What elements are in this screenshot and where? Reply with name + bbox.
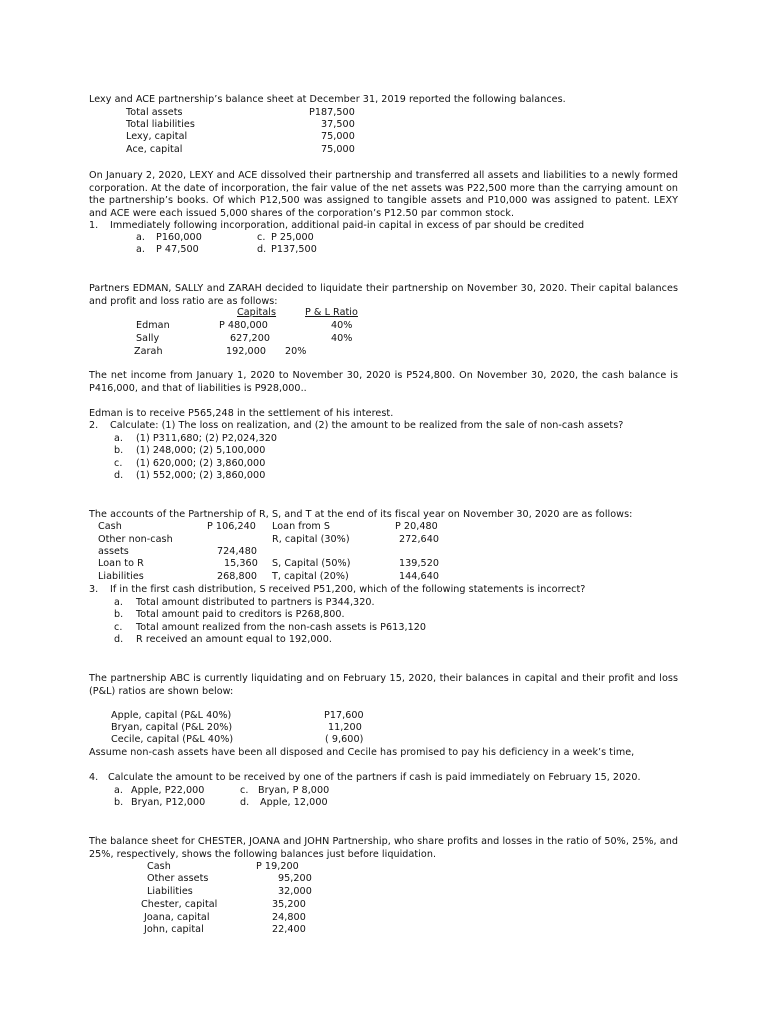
p2-name-sally: Sally: [136, 333, 160, 344]
p5-label-liabilities: Liabilities: [147, 886, 193, 897]
p3-left-label-loan-to-r: Loan to R: [98, 558, 144, 569]
p3-right-label-t-capital: T, capital (20%): [272, 571, 349, 582]
q3-choice-c-letter: c.: [114, 622, 123, 633]
q1-choice-d-text: P137,500: [271, 244, 317, 255]
q2-choice-c-letter: c.: [114, 458, 123, 469]
p5-label-chester-capital: Chester, capital: [141, 899, 218, 910]
p3-right-value-t-capital: 144,640: [399, 571, 440, 582]
problem2-paragraph: The net income from January 1, 2020 to November 30, 2020 is P524,800. On November 30, 2020, the cash balance is P416,000, and that of liabilities is P928,000..: [89, 370, 678, 394]
q2-choice-d-letter: d.: [114, 470, 124, 481]
p3-left-label-cash: Cash: [98, 521, 122, 532]
problem3-intro: The accounts of the Partnership of R, S, and T at the end of its fiscal year on November 30, 2020 are as follows:: [89, 509, 633, 520]
q1-choice-a-text: P160,000: [156, 232, 202, 243]
p2-capital-zarah: 192,000: [226, 346, 267, 357]
p1-label-total-liabilities: Total liabilities: [126, 119, 195, 130]
question4-number: 4.: [89, 772, 99, 783]
p3-left-value-assets: 724,480: [217, 546, 258, 557]
q4-choice-c-letter: c.: [240, 785, 249, 796]
p1-label-ace-capital: Ace, capital: [126, 144, 183, 155]
p5-value-other-assets: 95,200: [278, 873, 312, 884]
problem5-intro: The balance sheet for CHESTER, JOANA and JOHN Partnership, who share profits and losses in the ratio of 50%, 25%, and 25%, respectively, shows the following balances just before liquidation.: [89, 836, 678, 860]
p5-value-john-capital: 22,400: [272, 924, 306, 935]
p4-value-cecile: ( 9,600): [325, 734, 364, 745]
p4-label-apple: Apple, capital (P&L 40%): [111, 710, 232, 721]
question4-text: Calculate the amount to be received by one of the partners if cash is paid immediately on February 15, 2020.: [108, 772, 641, 783]
p3-right-value-r-capital: 272,640: [399, 534, 440, 545]
q4-choice-b-text: Bryan, P12,000: [131, 797, 206, 808]
p2-header-pl-ratio: P & L Ratio: [305, 307, 358, 318]
q2-choice-a-letter: a.: [114, 433, 124, 444]
p5-value-cash: P 19,200: [256, 861, 299, 872]
p3-left-value-loan-to-r: 15,360: [224, 558, 258, 569]
p2-ratio-sally: 40%: [331, 333, 353, 344]
q4-choice-a-letter: a.: [114, 785, 124, 796]
q3-choice-a-letter: a.: [114, 597, 124, 608]
p4-label-cecile: Cecile, capital (P&L 40%): [111, 734, 234, 745]
p5-value-chester-capital: 35,200: [272, 899, 306, 910]
question2-text: Calculate: (1) The loss on realization, and (2) the amount to be realized from the sale of non-cash assets?: [110, 420, 624, 431]
p3-right-label-r-capital: R, capital (30%): [272, 534, 350, 545]
q3-choice-d-letter: d.: [114, 634, 124, 645]
problem1-intro: Lexy and ACE partnership’s balance sheet at December 31, 2019 reported the following balances.: [89, 94, 566, 105]
p2-name-edman: Edman: [136, 320, 170, 331]
p1-value-total-assets: P187,500: [309, 107, 355, 118]
p3-left-value-cash: P 106,240: [207, 521, 256, 532]
p2-name-zarah: Zarah: [134, 346, 163, 357]
p3-right-value-s-capital: 139,520: [399, 558, 440, 569]
q2-choice-a-text: (1) P311,680; (2) P2,024,320: [136, 433, 278, 444]
q3-choice-d-text: R received an amount equal to 192,000.: [136, 634, 332, 645]
q1-choice-a2-text: P 47,500: [156, 244, 199, 255]
q4-choice-d-letter: d.: [240, 797, 250, 808]
p1-label-lexy-capital: Lexy, capital: [126, 131, 188, 142]
p4-value-bryan: 11,200: [328, 722, 362, 733]
p5-label-joana-capital: Joana, capital: [144, 912, 210, 923]
problem2-edman-note: Edman is to receive P565,248 in the settlement of his interest.: [89, 408, 394, 419]
q2-choice-b-letter: b.: [114, 445, 124, 456]
q4-choice-c-text: Bryan, P 8,000: [258, 785, 330, 796]
problem1-paragraph: On January 2, 2020, LEXY and ACE dissolved their partnership and transferred all assets and liabilities to a newly formed corporation. At the date of incorporation, the fair value of the net assets was P22,500 more than the carrying amount on the partnership’s books. Of which P12,500 was assigned to tangible assets and P10,000 was assigned to patent. LEXY and ACE were each issued 5,000 shares of the corporation’s P12.50 par common stock.: [89, 170, 678, 219]
q4-choice-b-letter: b.: [114, 797, 124, 808]
question3-number: 3.: [89, 584, 99, 595]
p2-capital-sally: 627,200: [230, 333, 271, 344]
p3-left-label-other-noncash: Other non-cash: [98, 534, 173, 545]
q3-choice-b-text: Total amount paid to creditors is P268,800.: [136, 609, 345, 620]
p5-value-joana-capital: 24,800: [272, 912, 306, 923]
p3-left-value-liabilities: 268,800: [217, 571, 258, 582]
q1-choice-d-letter: d.: [257, 244, 267, 255]
question1-text: Immediately following incorporation, additional paid-in capital in excess of par should be credited: [110, 220, 585, 231]
p2-header-capitals: Capitals: [237, 307, 277, 318]
q1-choice-c-text: P 25,000: [271, 232, 314, 243]
question2-number: 2.: [89, 420, 99, 431]
problem2-intro: Partners EDMAN, SALLY and ZARAH decided to liquidate their partnership on November 30, 2020. Their capital balances and profit and loss ratio are as follows:: [89, 283, 678, 307]
p4-label-bryan: Bryan, capital (P&L 20%): [111, 722, 233, 733]
p1-value-total-liabilities: 37,500: [321, 119, 355, 130]
p4-value-apple: P17,600: [324, 710, 364, 721]
p5-value-liabilities: 32,000: [278, 886, 312, 897]
p2-ratio-zarah: 20%: [285, 346, 307, 357]
p3-right-label-s-capital: S, Capital (50%): [272, 558, 351, 569]
q2-choice-b-text: (1) 248,000; (2) 5,100,000: [136, 445, 266, 456]
p1-value-ace-capital: 75,000: [321, 144, 355, 155]
q2-choice-c-text: (1) 620,000; (2) 3,860,000: [136, 458, 266, 469]
q2-choice-d-text: (1) 552,000; (2) 3,860,000: [136, 470, 266, 481]
q4-choice-d-text: Apple, 12,000: [260, 797, 328, 808]
q3-choice-c-text: Total amount realized from the non-cash assets is P613,120: [136, 622, 427, 633]
q4-choice-a-text: Apple, P22,000: [131, 785, 205, 796]
problem4-assumption: Assume non-cash assets have been all disposed and Cecile has promised to pay his deficiency in a week’s time,: [89, 747, 635, 758]
p1-value-lexy-capital: 75,000: [321, 131, 355, 142]
p5-label-cash: Cash: [147, 861, 171, 872]
p3-right-value-loan-from-s: P 20,480: [395, 521, 438, 532]
p3-left-label-liabilities: Liabilities: [98, 571, 144, 582]
q3-choice-b-letter: b.: [114, 609, 124, 620]
problem4-intro: The partnership ABC is currently liquidating and on February 15, 2020, their balances in capital and their profit and loss (P&L) ratios are shown below:: [89, 673, 678, 697]
q1-choice-c-letter: c.: [257, 232, 266, 243]
p1-label-total-assets: Total assets: [126, 107, 183, 118]
q1-choice-a2-letter: a.: [136, 244, 146, 255]
p3-left-label-assets: assets: [98, 546, 129, 557]
question3-text: If in the first cash distribution, S received P51,200, which of the following statements is incorrect?: [110, 584, 586, 595]
p3-right-label-loan-from-s: Loan from S: [272, 521, 331, 532]
question1-number: 1.: [89, 220, 99, 231]
p5-label-john-capital: John, capital: [144, 924, 204, 935]
p2-ratio-edman: 40%: [331, 320, 353, 331]
q3-choice-a-text: Total amount distributed to partners is P344,320.: [136, 597, 375, 608]
p5-label-other-assets: Other assets: [147, 873, 209, 884]
p2-capital-edman: P 480,000: [219, 320, 268, 331]
q1-choice-a-letter: a.: [136, 232, 146, 243]
